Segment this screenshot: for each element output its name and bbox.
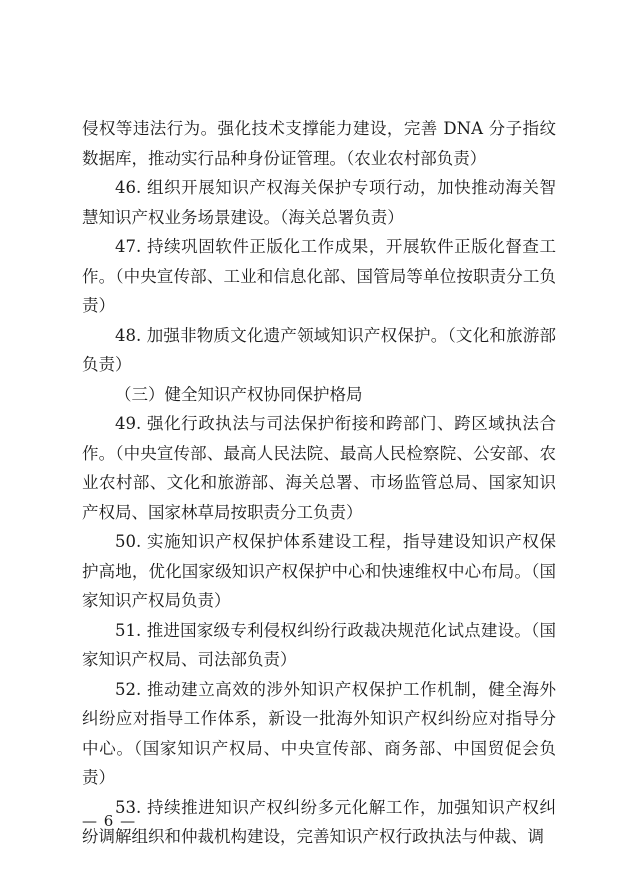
paragraph-51: 51. 推进国家级专利侵权纠纷行政裁决规范化试点建设。（国家知识产权局、司法部负责） — [82, 620, 556, 669]
paragraph-49: 49. 强化行政执法与司法保护衔接和跨部门、跨区域执法合作。（中央宣传部、最高人民法院、最高人民检察院、公安部、农业农村部、文化和旅游部、海关总署、市场监管总局、国家知识产权局、国家林草局按职责分工负责） — [82, 414, 556, 522]
paragraph-52: 52. 推动建立高效的涉外知识产权保护工作机制，健全海外纠纷应对指导工作体系，新设一批海外知识产权纠纷应对指导分中心。（国家知识产权局、中央宣传部、商务部、中国贸促会负责） — [82, 679, 556, 787]
page-number: — 6 — — [82, 812, 137, 830]
page-body — [82, 114, 556, 852]
section-heading: （三）健全知识产权协同保护格局 — [115, 384, 363, 404]
paragraph-50: 50. 实施知识产权保护体系建设工程，指导建设知识产权保护高地，优化国家级知识产权保护中心和快速维权中心布局。（国家知识产权局负责） — [82, 532, 556, 610]
paragraph-47: 47. 持续巩固软件正版化工作成果，开展软件正版化督查工作。（中央宣传部、工业和信息化部、国管局等单位按职责分工负责） — [82, 237, 556, 315]
paragraph-53: 53. 持续推进知识产权纠纷多元化解工作，加强知识产权纠纷调解组织和仲裁机构建设，完善知识产权行政执法与仲裁、调 — [82, 797, 556, 846]
paragraph-continuation: 侵权等违法行为。强化技术支撑能力建设，完善 DNA 分子指纹数据库，推动实行品种身份证管理。（农业农村部负责） — [82, 119, 556, 168]
paragraph-48: 48. 加强非物质文化遗产领域知识产权保护。（文化和旅游部负责） — [82, 325, 556, 374]
paragraph-46: 46. 组织开展知识产权海关保护专项行动，加快推动海关智慧知识产权业务场景建设。（海关总署负责） — [82, 178, 556, 227]
